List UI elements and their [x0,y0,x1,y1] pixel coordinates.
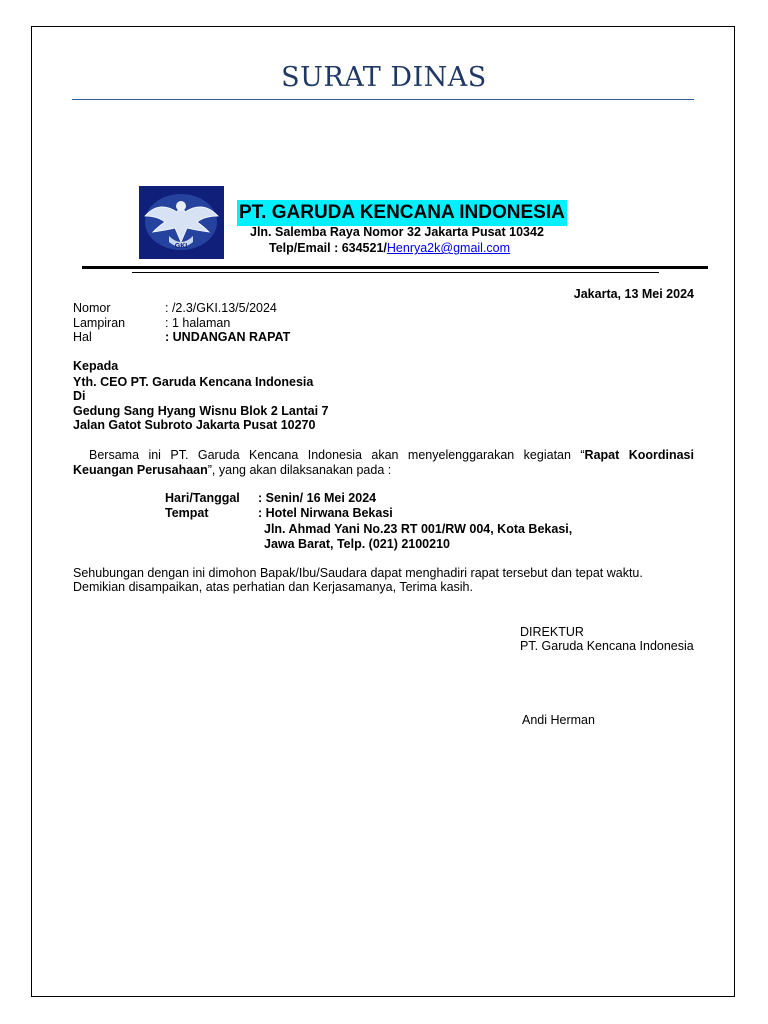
recipient-address-line1: Gedung Sang Hyang Wisnu Blok 2 Lantai 7 [73,404,329,418]
signature-position: DIREKTUR [520,625,584,639]
recipient-di: Di [73,389,86,403]
letter-date: Jakarta, 13 Mei 2024 [573,287,694,301]
schedule-place-label: Tempat [165,506,209,520]
recipient-kepada: Kepada [73,359,119,373]
telp-label: Telp/Email : 634521/ [269,241,387,255]
email-link[interactable]: Henrya2k@gmail.com [386,241,511,255]
meta-value-lampiran: : 1 halaman [165,316,231,330]
company-contact [269,241,510,255]
meta-label-lampiran: Lampiran [73,316,126,330]
schedule-place-region: Jawa Barat, Telp. (021) 2100210 [264,537,450,551]
meta-value-hal: : UNDANGAN RAPAT [165,330,291,344]
logo-text: GKI [174,243,188,250]
company-address: Jln. Salemba Raya Nomor 32 Jakarta Pusat 10342 [250,225,544,239]
meta-value-nomor: : /2.3/GKI.13/5/2024 [165,301,277,315]
schedule-day-value: : Senin/ 16 Mei 2024 [258,491,377,505]
recipient-yth: Yth. CEO PT. Garuda Kencana Indonesia [73,375,314,389]
meta-label-nomor: Nomor [73,301,111,315]
signature-company: PT. Garuda Kencana Indonesia [520,639,694,653]
closing-line2: Demikian disampaikan, atas perhatian dan Kerjasamanya, Terima kasih. [73,580,473,594]
letterhead-rule-thin [132,272,659,273]
company-name: PT. GARUDA KENCANA INDONESIA [237,200,567,226]
schedule-place-address: Jln. Ahmad Yani No.23 RT 001/RW 004, Kota Bekasi, [264,522,573,536]
intro-paragraph [73,448,694,478]
letterhead-rule-thick [82,266,708,269]
schedule-place-value: : Hotel Nirwana Bekasi [258,506,393,520]
recipient-address-line2: Jalan Gatot Subroto Jakarta Pusat 10270 [73,418,316,432]
event-name: Rapat Koordinasi Keuangan Perusahaan [73,448,694,477]
signature-name: Andi Herman [522,713,595,727]
schedule-day-label: Hari/Tanggal [165,491,240,505]
intro-text-after: ”, yang akan dilaksanakan pada : [207,463,392,477]
meta-label-hal: Hal [73,330,92,344]
title-underline [72,99,694,100]
intro-text-before: Bersama ini PT. Garuda Kencana Indonesia akan menyelenggarakan kegiatan “ [89,448,585,462]
closing-line1: Sehubungan dengan ini dimohon Bapak/Ibu/Saudara dapat menghadiri rapat tersebut dan tepat waktu. [73,566,643,580]
garuda-emblem-icon [139,186,224,259]
document-title: SURAT DINAS [281,62,487,93]
